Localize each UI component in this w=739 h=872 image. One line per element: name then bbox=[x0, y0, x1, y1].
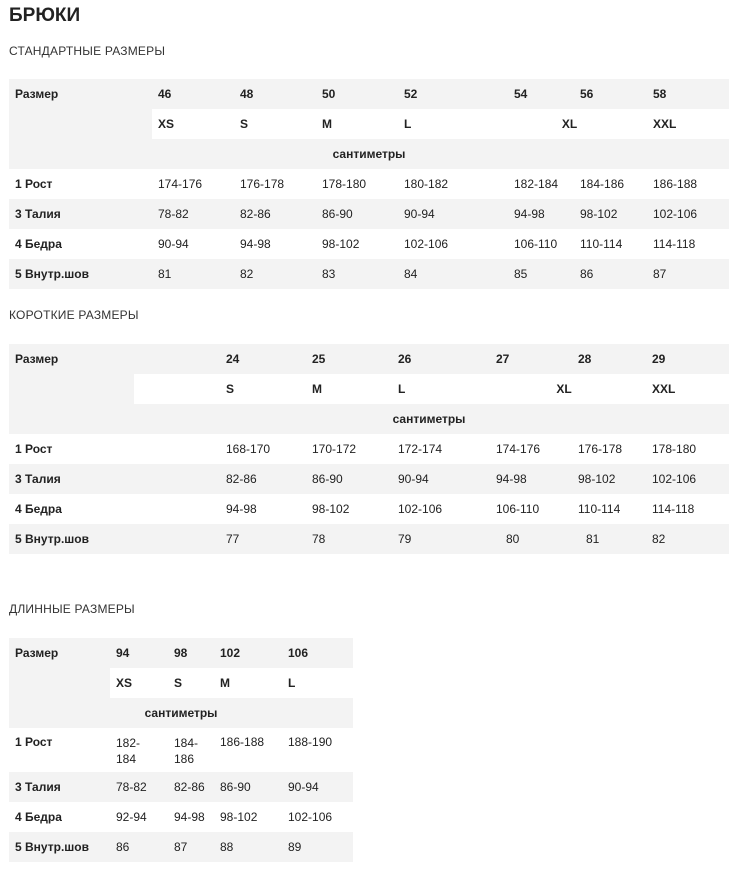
value-cell: 94-98 bbox=[174, 810, 205, 824]
value-cell: 102-106 bbox=[404, 237, 449, 251]
table-row bbox=[9, 832, 353, 862]
value-cell: 88 bbox=[214, 832, 282, 862]
short-letter-row bbox=[9, 374, 729, 404]
value-cell: 92-94 bbox=[116, 810, 147, 824]
unit-label: сантиметры bbox=[9, 404, 729, 434]
size-label: Размер bbox=[9, 638, 110, 668]
value-cell: 110-114 bbox=[578, 502, 621, 516]
letter-cell: XL bbox=[492, 109, 647, 139]
unit-label: сантиметры bbox=[9, 139, 729, 169]
value-cell: 87 bbox=[647, 259, 729, 289]
empty-cell bbox=[134, 494, 220, 524]
row-label: 1 Рост bbox=[15, 442, 53, 456]
table-row bbox=[9, 229, 729, 259]
size-cell: 56 bbox=[574, 79, 647, 109]
value-cell: 106-110 bbox=[496, 502, 540, 516]
row-label: 5 Внутр.шов bbox=[9, 832, 110, 862]
size-cell: 25 bbox=[306, 344, 392, 374]
value-cell: 182-184 bbox=[514, 177, 559, 191]
value-cell: 90-94 bbox=[392, 464, 482, 494]
value-cell: 102-106 bbox=[647, 199, 729, 229]
table-row bbox=[9, 259, 729, 289]
value-cell: 180-182 bbox=[404, 177, 449, 191]
size-cell: 94 bbox=[110, 638, 168, 668]
value-cell: 82-86 bbox=[220, 464, 306, 494]
table-row bbox=[9, 464, 729, 494]
size-label: Размер bbox=[9, 344, 134, 374]
value-cell: 86 bbox=[110, 832, 168, 862]
value-cell: 90-94 bbox=[158, 237, 189, 251]
value-cell: 90-94 bbox=[398, 199, 492, 229]
value-cell: 178-180 bbox=[652, 442, 697, 456]
value-cell: 86-90 bbox=[214, 772, 282, 802]
value-cell: 174-176 bbox=[158, 177, 203, 191]
value-cell: 186-188 bbox=[220, 735, 265, 749]
standard-size-row bbox=[9, 79, 729, 109]
table-row bbox=[9, 434, 729, 464]
long-unit-row bbox=[9, 698, 353, 728]
value-cell: 182-184 bbox=[116, 736, 141, 766]
value-cell: 82-86 bbox=[168, 772, 214, 802]
value-cell: 186-188 bbox=[653, 177, 698, 191]
row-label: 1 Рост bbox=[15, 735, 53, 749]
size-cell: 106 bbox=[282, 638, 353, 668]
empty-cell bbox=[134, 524, 220, 554]
value-cell: 178-180 bbox=[322, 177, 367, 191]
value-cell: 184-186 bbox=[174, 736, 199, 766]
value-cell: 84 bbox=[398, 259, 492, 289]
value-cell: 81 bbox=[152, 259, 234, 289]
value-cell: 83 bbox=[316, 259, 398, 289]
value-cell: 86-90 bbox=[316, 199, 398, 229]
size-cell: 27 bbox=[482, 344, 572, 374]
value-cell: 85 bbox=[492, 259, 574, 289]
standard-size-table bbox=[9, 79, 729, 289]
value-cell: 176-178 bbox=[578, 442, 623, 456]
standard-unit-row bbox=[9, 139, 729, 169]
value-cell: 188-190 bbox=[288, 735, 333, 749]
value-cell: 82-86 bbox=[234, 199, 316, 229]
table-row bbox=[9, 802, 353, 832]
table-row bbox=[9, 199, 729, 229]
size-cell: 52 bbox=[398, 79, 492, 109]
size-cell: 102 bbox=[214, 638, 282, 668]
value-cell: 102-106 bbox=[288, 810, 333, 824]
value-cell: 98-102 bbox=[312, 502, 350, 516]
value-cell: 114-118 bbox=[653, 237, 696, 251]
empty-cell bbox=[134, 464, 220, 494]
value-cell: 94-98 bbox=[492, 199, 574, 229]
value-cell: 174-176 bbox=[496, 442, 541, 456]
value-cell: 90-94 bbox=[282, 772, 353, 802]
value-cell: 170-172 bbox=[312, 442, 357, 456]
empty-cell bbox=[134, 434, 220, 464]
size-cell: 26 bbox=[392, 344, 482, 374]
empty-cell bbox=[134, 344, 220, 374]
value-cell: 86 bbox=[574, 259, 647, 289]
letter-cell: S bbox=[234, 109, 316, 139]
long-size-row bbox=[9, 638, 353, 668]
letter-cell: L bbox=[392, 374, 482, 404]
size-cell: 48 bbox=[234, 79, 316, 109]
value-cell: 102-106 bbox=[646, 464, 729, 494]
short-size-table bbox=[9, 344, 729, 554]
row-label: 4 Бедра bbox=[15, 502, 62, 516]
value-cell: 172-174 bbox=[398, 442, 443, 456]
letter-cell: XL bbox=[482, 374, 646, 404]
letter-cell: XS bbox=[152, 109, 234, 139]
empty-cell bbox=[9, 109, 152, 139]
short-unit-row bbox=[9, 404, 729, 434]
size-cell: 58 bbox=[647, 79, 729, 109]
value-cell: 77 bbox=[220, 524, 306, 554]
long-letter-row bbox=[9, 668, 353, 698]
table-row bbox=[9, 524, 729, 554]
table-row bbox=[9, 728, 353, 772]
row-label: 5 Внутр.шов bbox=[9, 524, 134, 554]
value-cell: 79 bbox=[392, 524, 482, 554]
letter-cell: S bbox=[220, 374, 306, 404]
page-title: БРЮКИ bbox=[9, 5, 81, 26]
empty-cell bbox=[9, 374, 134, 404]
unit-label: сантиметры bbox=[9, 698, 353, 728]
size-cell: 29 bbox=[646, 344, 729, 374]
value-cell: 110-114 bbox=[580, 237, 623, 251]
standard-letter-row bbox=[9, 109, 729, 139]
empty-cell bbox=[134, 374, 220, 404]
value-cell: 98-102 bbox=[572, 464, 646, 494]
value-cell: 184-186 bbox=[580, 177, 625, 191]
letter-cell: M bbox=[306, 374, 392, 404]
value-cell: 87 bbox=[168, 832, 214, 862]
value-cell: 89 bbox=[282, 832, 353, 862]
letter-cell: XXL bbox=[646, 374, 729, 404]
letter-cell: S bbox=[168, 668, 214, 698]
value-cell: 106-110 bbox=[514, 237, 558, 251]
value-cell: 78 bbox=[306, 524, 392, 554]
value-cell: 168-170 bbox=[226, 442, 271, 456]
size-cell: 98 bbox=[168, 638, 214, 668]
standard-section-title: СТАНДАРТНЫЕ РАЗМЕРЫ bbox=[9, 44, 166, 58]
value-cell: 82 bbox=[234, 259, 316, 289]
row-label: 4 Бедра bbox=[15, 237, 62, 251]
value-cell: 80 bbox=[482, 524, 572, 554]
value-cell: 98-102 bbox=[322, 237, 360, 251]
value-cell: 82 bbox=[646, 524, 729, 554]
row-label: 3 Талия bbox=[9, 199, 152, 229]
row-label: 3 Талия bbox=[9, 772, 110, 802]
value-cell: 94-98 bbox=[226, 502, 257, 516]
size-cell: 50 bbox=[316, 79, 398, 109]
row-label: 3 Талия bbox=[9, 464, 134, 494]
empty-cell bbox=[9, 668, 110, 698]
short-section-title: КОРОТКИЕ РАЗМЕРЫ bbox=[9, 308, 139, 322]
value-cell: 114-118 bbox=[652, 502, 695, 516]
size-cell: 54 bbox=[492, 79, 574, 109]
table-row bbox=[9, 772, 353, 802]
letter-cell: XS bbox=[110, 668, 168, 698]
value-cell: 176-178 bbox=[240, 177, 285, 191]
row-label: 1 Рост bbox=[15, 177, 53, 191]
size-label: Размер bbox=[9, 79, 152, 109]
size-cell: 24 bbox=[220, 344, 306, 374]
size-cell: 46 bbox=[152, 79, 234, 109]
letter-cell: M bbox=[316, 109, 398, 139]
long-size-table bbox=[9, 638, 353, 862]
value-cell: 94-98 bbox=[240, 237, 271, 251]
letter-cell: XXL bbox=[647, 109, 729, 139]
value-cell: 78-82 bbox=[110, 772, 168, 802]
size-cell: 28 bbox=[572, 344, 646, 374]
table-row bbox=[9, 169, 729, 199]
value-cell: 86-90 bbox=[306, 464, 392, 494]
value-cell: 78-82 bbox=[152, 199, 234, 229]
value-cell: 102-106 bbox=[398, 502, 443, 516]
value-cell: 98-102 bbox=[574, 199, 647, 229]
long-section-title: ДЛИННЫЕ РАЗМЕРЫ bbox=[9, 602, 135, 616]
value-cell: 81 bbox=[572, 524, 646, 554]
short-size-row bbox=[9, 344, 729, 374]
value-cell: 94-98 bbox=[482, 464, 572, 494]
letter-cell: L bbox=[398, 109, 492, 139]
value-cell: 98-102 bbox=[220, 810, 258, 824]
row-label: 5 Внутр.шов bbox=[9, 259, 152, 289]
row-label: 4 Бедра bbox=[15, 810, 62, 824]
letter-cell: M bbox=[214, 668, 282, 698]
letter-cell: L bbox=[282, 668, 353, 698]
table-row bbox=[9, 494, 729, 524]
